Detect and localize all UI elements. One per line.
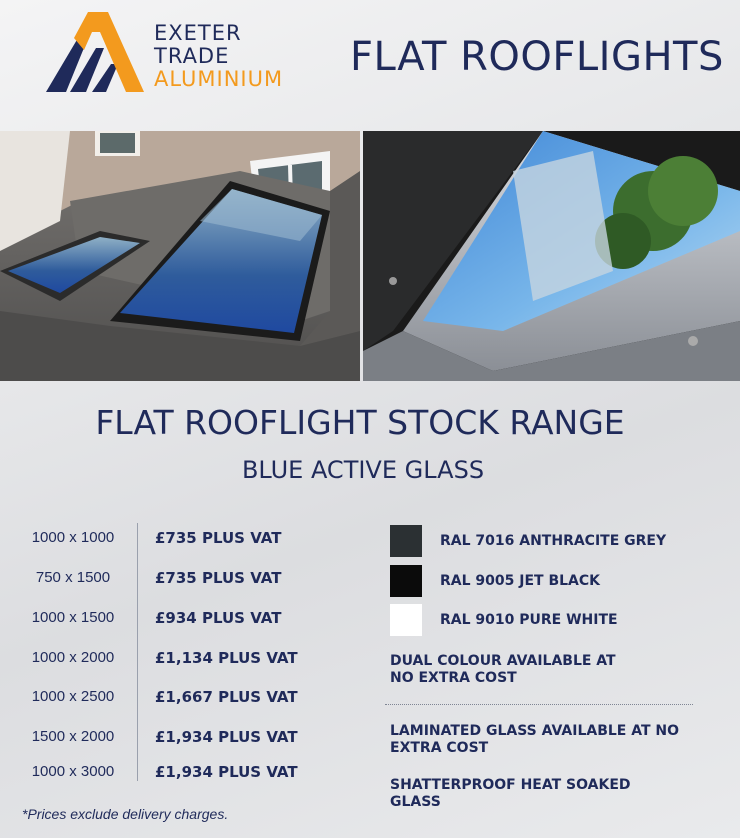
colour-option [388,525,708,559]
page-title: FLAT ROOFLIGHTS [350,34,724,80]
size-label: 1000 x 3000 [31,763,115,780]
price-label: £934 PLUS VAT [155,609,282,627]
price-row [0,609,380,639]
price-label: £1,667 PLUS VAT [155,688,298,706]
logo-line-trade: TRADE [154,44,230,68]
section-divider [385,704,693,705]
price-row [0,688,380,718]
price-label: £1,934 PLUS VAT [155,728,298,746]
colour-option [388,565,708,599]
interior-rooflight-photo [363,131,740,381]
size-label: 1500 x 2000 [31,728,115,745]
shatterproof-glass-note: SHATTERPROOF HEAT SOAKED GLASS [390,777,631,810]
company-logo [44,8,294,98]
dual-colour-note: DUAL COLOUR AVAILABLE AT NO EXTRA COST [390,653,616,686]
logo-mark-icon [44,8,154,94]
laminated-glass-note: LAMINATED GLASS AVAILABLE AT NO EXTRA COST [390,723,680,756]
price-row [0,569,380,599]
exterior-rooflight-photo [0,131,360,381]
logo-line-exeter: EXETER [154,21,242,45]
size-label: 1000 x 1500 [31,609,115,626]
colour-option [388,604,708,638]
delivery-footnote: *Prices exclude delivery charges. [22,806,229,822]
logo-line-aluminium: ALUMINIUM [154,67,284,91]
size-label: 1000 x 2500 [31,688,115,705]
colour-label: RAL 9005 JET BLACK [440,573,600,589]
colour-label: RAL 7016 ANTHRACITE GREY [440,533,667,549]
colour-label: RAL 9010 PURE WHITE [440,612,618,628]
logo-wordmark [154,22,283,91]
price-label: £735 PLUS VAT [155,529,282,547]
glass-type-subtitle: BLUE ACTIVE GLASS [241,456,485,484]
colour-swatch [390,604,422,636]
stock-range-title: FLAT ROOFLIGHT STOCK RANGE [95,403,625,442]
price-label: £1,134 PLUS VAT [155,649,298,667]
size-label: 1000 x 1000 [31,529,115,546]
price-row [0,529,380,559]
size-label: 1000 x 2000 [31,649,115,666]
price-row [0,728,380,758]
colour-swatch [390,565,422,597]
size-label: 750 x 1500 [35,569,111,586]
price-row [0,763,380,793]
price-label: £1,934 PLUS VAT [155,763,298,781]
price-label: £735 PLUS VAT [155,569,282,587]
colour-swatch [390,525,422,557]
price-row [0,649,380,679]
